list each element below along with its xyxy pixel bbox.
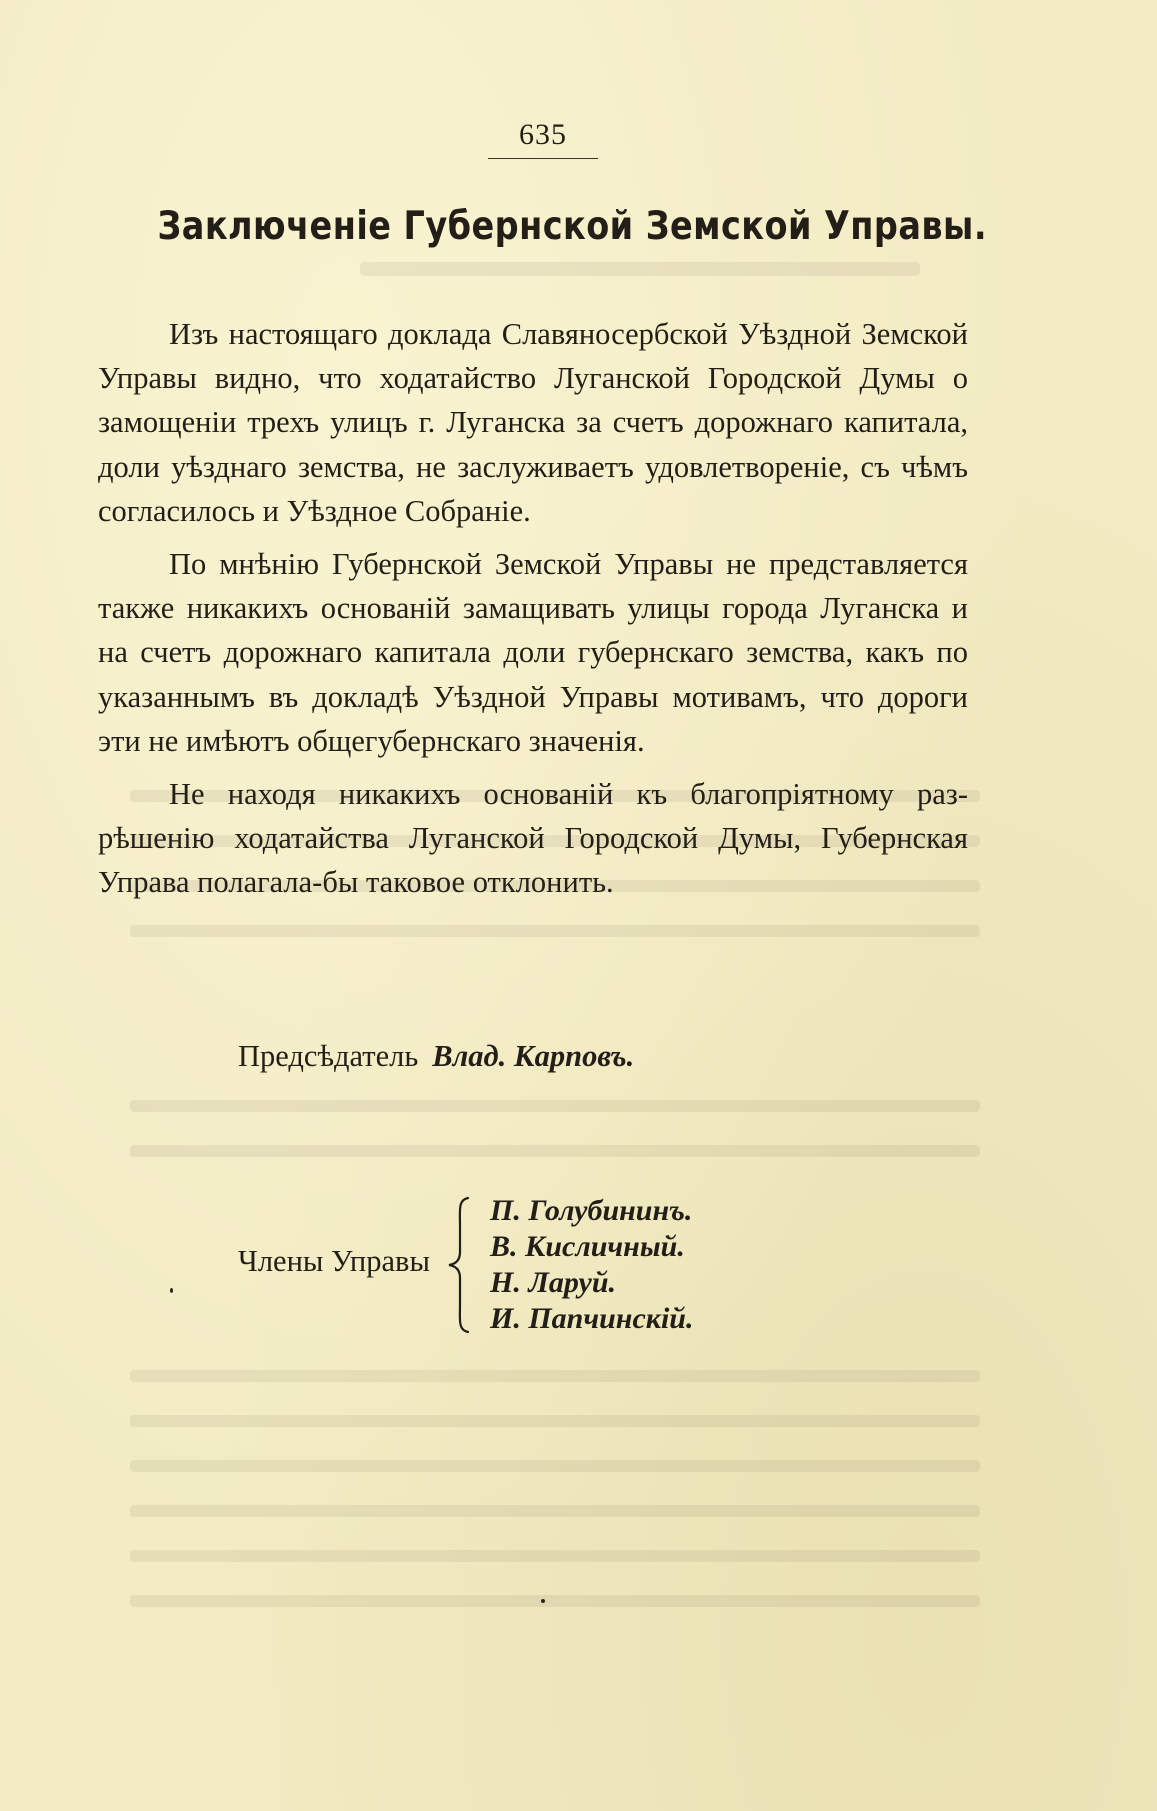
body-text (98, 312, 968, 914)
chairman-label: Предсѣдатель (238, 1039, 419, 1073)
curly-brace (446, 1196, 472, 1334)
paragraph-1: Изъ настоящаго доклада Славяносербской Уѣздной Земской Управы видно, что ходатайство Луганской Городской Думы о замощеніи трехъ улицъ г. Луганска за счетъ дорожнаго капитала, доли уѣзднаго земства, не заслуживаетъ удовлетвореніе, съ чѣмъ согласилось и Уѣздное Собраніе. (98, 317, 968, 528)
paragraph-3: Не находя никакихъ основаній къ благопріятному разрѣшенію ходатайства Луганской Городской Думы, Губернская Управа полагала-бы таковое отклонить. (98, 777, 968, 900)
paragraph-2: По мнѣнію Губернской Земской Управы не представляется также никакихъ основаній замащивать улицы города Луганска и на счетъ дорожнаго капитала доли губернскаго земства, какъ по указаннымъ въ докладѣ Уѣздной Управы мотивамъ, что дороги эти не имѣютъ общегубернскаго значенія. (98, 547, 968, 758)
page-number: 635 (519, 118, 567, 151)
members-label: Члены Управы (238, 1244, 430, 1278)
page-number-rule (488, 158, 598, 159)
members-list (490, 1193, 693, 1337)
ink-speck (170, 1288, 173, 1293)
member-name: П. Голубининъ. (490, 1194, 693, 1227)
member-name: И. Папчинскій. (490, 1302, 694, 1335)
chairman-line (238, 1039, 634, 1074)
member-name: Н. Ларуй. (490, 1266, 617, 1299)
page-title: Заключеніе Губернской Земской Управы. (157, 204, 987, 249)
member-name: В. Кисличный. (490, 1230, 685, 1263)
chairman-signature: Влад. Карповъ. (432, 1039, 635, 1073)
ink-speck (541, 1599, 545, 1603)
